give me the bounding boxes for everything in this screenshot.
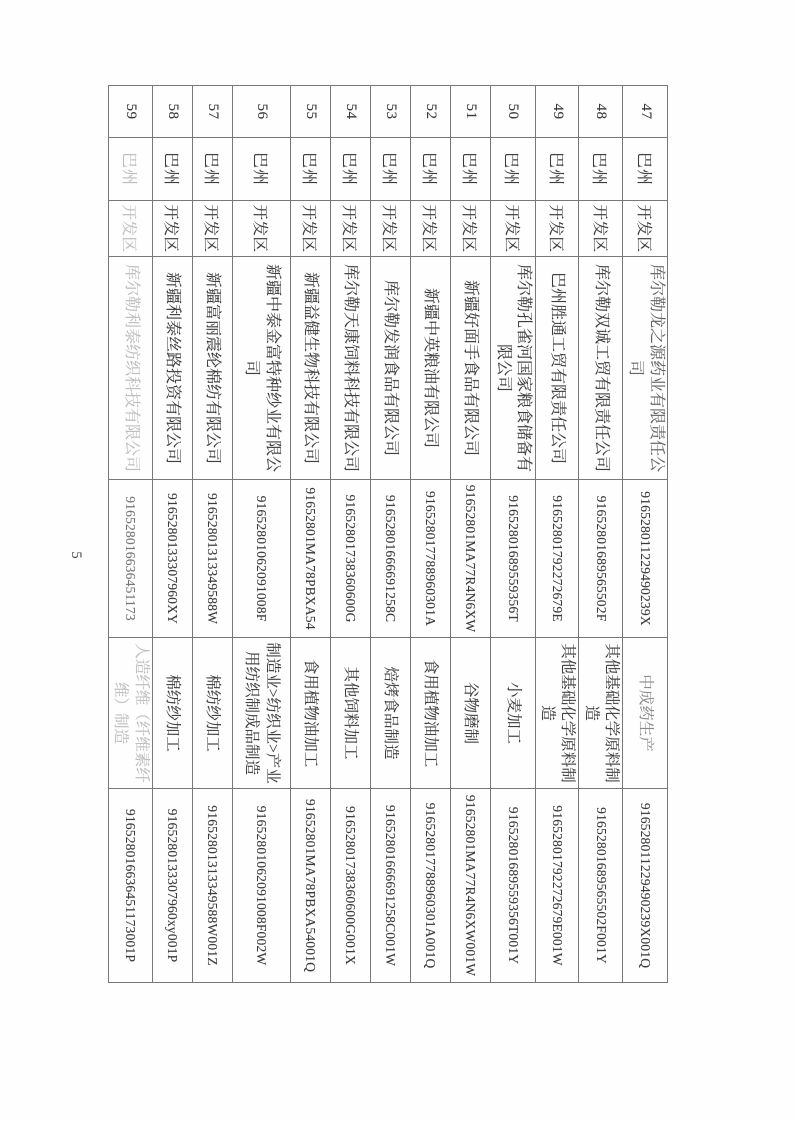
table-row (290, 86, 330, 983)
cell-industry: 食用植物油加工 (290, 638, 330, 789)
cell-row-number: 47 (623, 86, 668, 138)
cell-company-name: 库尔勒发润食品有限公司 (370, 257, 410, 480)
cell-credit-code: 91652801738360600G (330, 480, 370, 638)
cell-industry: 食用植物油加工 (410, 638, 450, 789)
cell-permit-code: 91652801666691258C001W (370, 789, 410, 983)
table-row (579, 86, 623, 983)
cell-credit-code: 91652801MA77R4N6XW (450, 480, 490, 638)
table-row (232, 86, 290, 983)
cell-row-number: 52 (410, 86, 450, 138)
table-row (535, 86, 579, 983)
cell-prefecture: 巴州 (410, 138, 450, 201)
table-row (192, 86, 232, 983)
cell-credit-code: 91652801MA78PBXA54 (290, 480, 330, 638)
cell-permit-code: 91652801MA78PBXA54001Q (290, 789, 330, 983)
table-row (370, 86, 410, 983)
cell-zone: 开发区 (450, 201, 490, 257)
cell-zone: 开发区 (192, 201, 232, 257)
cell-row-number: 51 (450, 86, 490, 138)
cell-zone: 开发区 (290, 201, 330, 257)
cell-zone: 开发区 (330, 201, 370, 257)
cell-permit-code: 91652801738360600G001X (330, 789, 370, 983)
cell-industry: 棉纺纱加工 (152, 638, 192, 789)
cell-permit-code: 91652801MA77R4N6XW001W (450, 789, 490, 983)
cell-company-name: 新疆益健生物科技有限公司 (290, 257, 330, 480)
table-row (410, 86, 450, 983)
cell-row-number: 57 (192, 86, 232, 138)
cell-company-name: 新疆利泰丝路投资有限公司 (152, 257, 192, 480)
cell-industry: 焙烤食品制造 (370, 638, 410, 789)
cell-permit-code: 91652801062091008F002W (232, 789, 290, 983)
cell-credit-code: 916528011229490239X (623, 480, 668, 638)
cell-row-number: 53 (370, 86, 410, 138)
cell-zone: 开发区 (623, 201, 668, 257)
cell-zone: 开发区 (535, 201, 579, 257)
cell-company-name: 新疆中英粮油有限公司 (410, 257, 450, 480)
cell-row-number: 54 (330, 86, 370, 138)
cell-prefecture: 巴州 (623, 138, 668, 201)
cell-company-name: 新疆中泰金富特种纱业有限公司 (232, 257, 290, 480)
cell-industry: 其他基础化学原料制造 (579, 638, 623, 789)
cell-company-name: 库尔勒孔雀河国家粮食储备有限公司 (490, 257, 535, 480)
cell-credit-code: 916528017788960301A (410, 480, 450, 638)
cell-row-number: 58 (152, 86, 192, 138)
cell-credit-code: 916528016636451173 (108, 480, 152, 638)
cell-credit-code: 91652801062091008F (232, 480, 290, 638)
cell-prefecture: 巴州 (490, 138, 535, 201)
cell-credit-code: 91652801689559356T (490, 480, 535, 638)
cell-row-number: 48 (579, 86, 623, 138)
cell-prefecture: 巴州 (330, 138, 370, 201)
cell-row-number: 55 (290, 86, 330, 138)
cell-row-number: 59 (108, 86, 152, 138)
cell-industry: 其他基础化学原料制造 (535, 638, 579, 789)
cell-company-name: 库尔勒利泰纺织科技有限公司 (108, 257, 152, 480)
cell-credit-code: 9165280133307960XY (152, 480, 192, 638)
cell-zone: 开发区 (579, 201, 623, 257)
cell-industry: 棉纺纱加工 (192, 638, 232, 789)
cell-company-name: 库尔勒龙之源药业有限责任公司 (623, 257, 668, 480)
cell-industry: 谷物磨制 (450, 638, 490, 789)
cell-credit-code: 91652801313349588W (192, 480, 232, 638)
cell-prefecture: 巴州 (535, 138, 579, 201)
cell-permit-code: 91652801313349588W001Z (192, 789, 232, 983)
rotated-table-container (112, 85, 668, 982)
cell-row-number: 56 (232, 86, 290, 138)
cell-company-name: 新疆好面手食品有限公司 (450, 257, 490, 480)
cell-prefecture: 巴州 (450, 138, 490, 201)
cell-zone: 开发区 (152, 201, 192, 257)
cell-row-number: 50 (490, 86, 535, 138)
cell-prefecture: 巴州 (579, 138, 623, 201)
cell-credit-code: 91652801666691258C (370, 480, 410, 638)
cell-permit-code: 916528017788960301A001Q (410, 789, 450, 983)
cell-prefecture: 巴州 (152, 138, 192, 201)
table-row (623, 86, 668, 983)
cell-permit-code: 91652801792272679E001W (535, 789, 579, 983)
cell-permit-code: 916528011229490239X001Q (623, 789, 668, 983)
cell-zone: 开发区 (108, 201, 152, 257)
cell-industry: 其他饲料加工 (330, 638, 370, 789)
table-row (330, 86, 370, 983)
cell-zone: 开发区 (490, 201, 535, 257)
cell-prefecture: 巴州 (192, 138, 232, 201)
cell-permit-code: 916528016636451173001P (108, 789, 152, 983)
cell-zone: 开发区 (410, 201, 450, 257)
table-row (490, 86, 535, 983)
table-row (450, 86, 490, 983)
cell-prefecture: 巴州 (108, 138, 152, 201)
cell-credit-code: 91652801792272679E (535, 480, 579, 638)
cell-prefecture: 巴州 (290, 138, 330, 201)
cell-company-name: 库尔勒天康饲料科技有限公司 (330, 257, 370, 480)
cell-company-name: 新疆富丽震纶棉纺有限公司 (192, 257, 232, 480)
cell-industry: 中成药生产 (623, 638, 668, 789)
cell-industry: 制造业>纺织业>产业用纺织制成品制造 (232, 638, 290, 789)
cell-credit-code: 91652801689565502F (579, 480, 623, 638)
table-row (152, 86, 192, 983)
cell-zone: 开发区 (370, 201, 410, 257)
cell-company-name: 库尔勒双诚工贸有限责任公司 (579, 257, 623, 480)
cell-company-name: 巴州胜通工贸有限责任公司 (535, 257, 579, 480)
cell-industry: 人造纤维（纤维素纤维）制造 (108, 638, 152, 789)
page-number: 5 (68, 551, 84, 559)
cell-row-number: 49 (535, 86, 579, 138)
cell-zone: 开发区 (232, 201, 290, 257)
cell-prefecture: 巴州 (370, 138, 410, 201)
cell-industry: 小麦加工 (490, 638, 535, 789)
cell-permit-code: 91652801689559356T001Y (490, 789, 535, 983)
table-body (108, 86, 667, 983)
cell-permit-code: 91652801689565502F001Y (579, 789, 623, 983)
table-row (108, 86, 152, 983)
cell-permit-code: 9165280133307960xy001P (152, 789, 192, 983)
enterprise-table (108, 85, 668, 983)
cell-prefecture: 巴州 (232, 138, 290, 201)
